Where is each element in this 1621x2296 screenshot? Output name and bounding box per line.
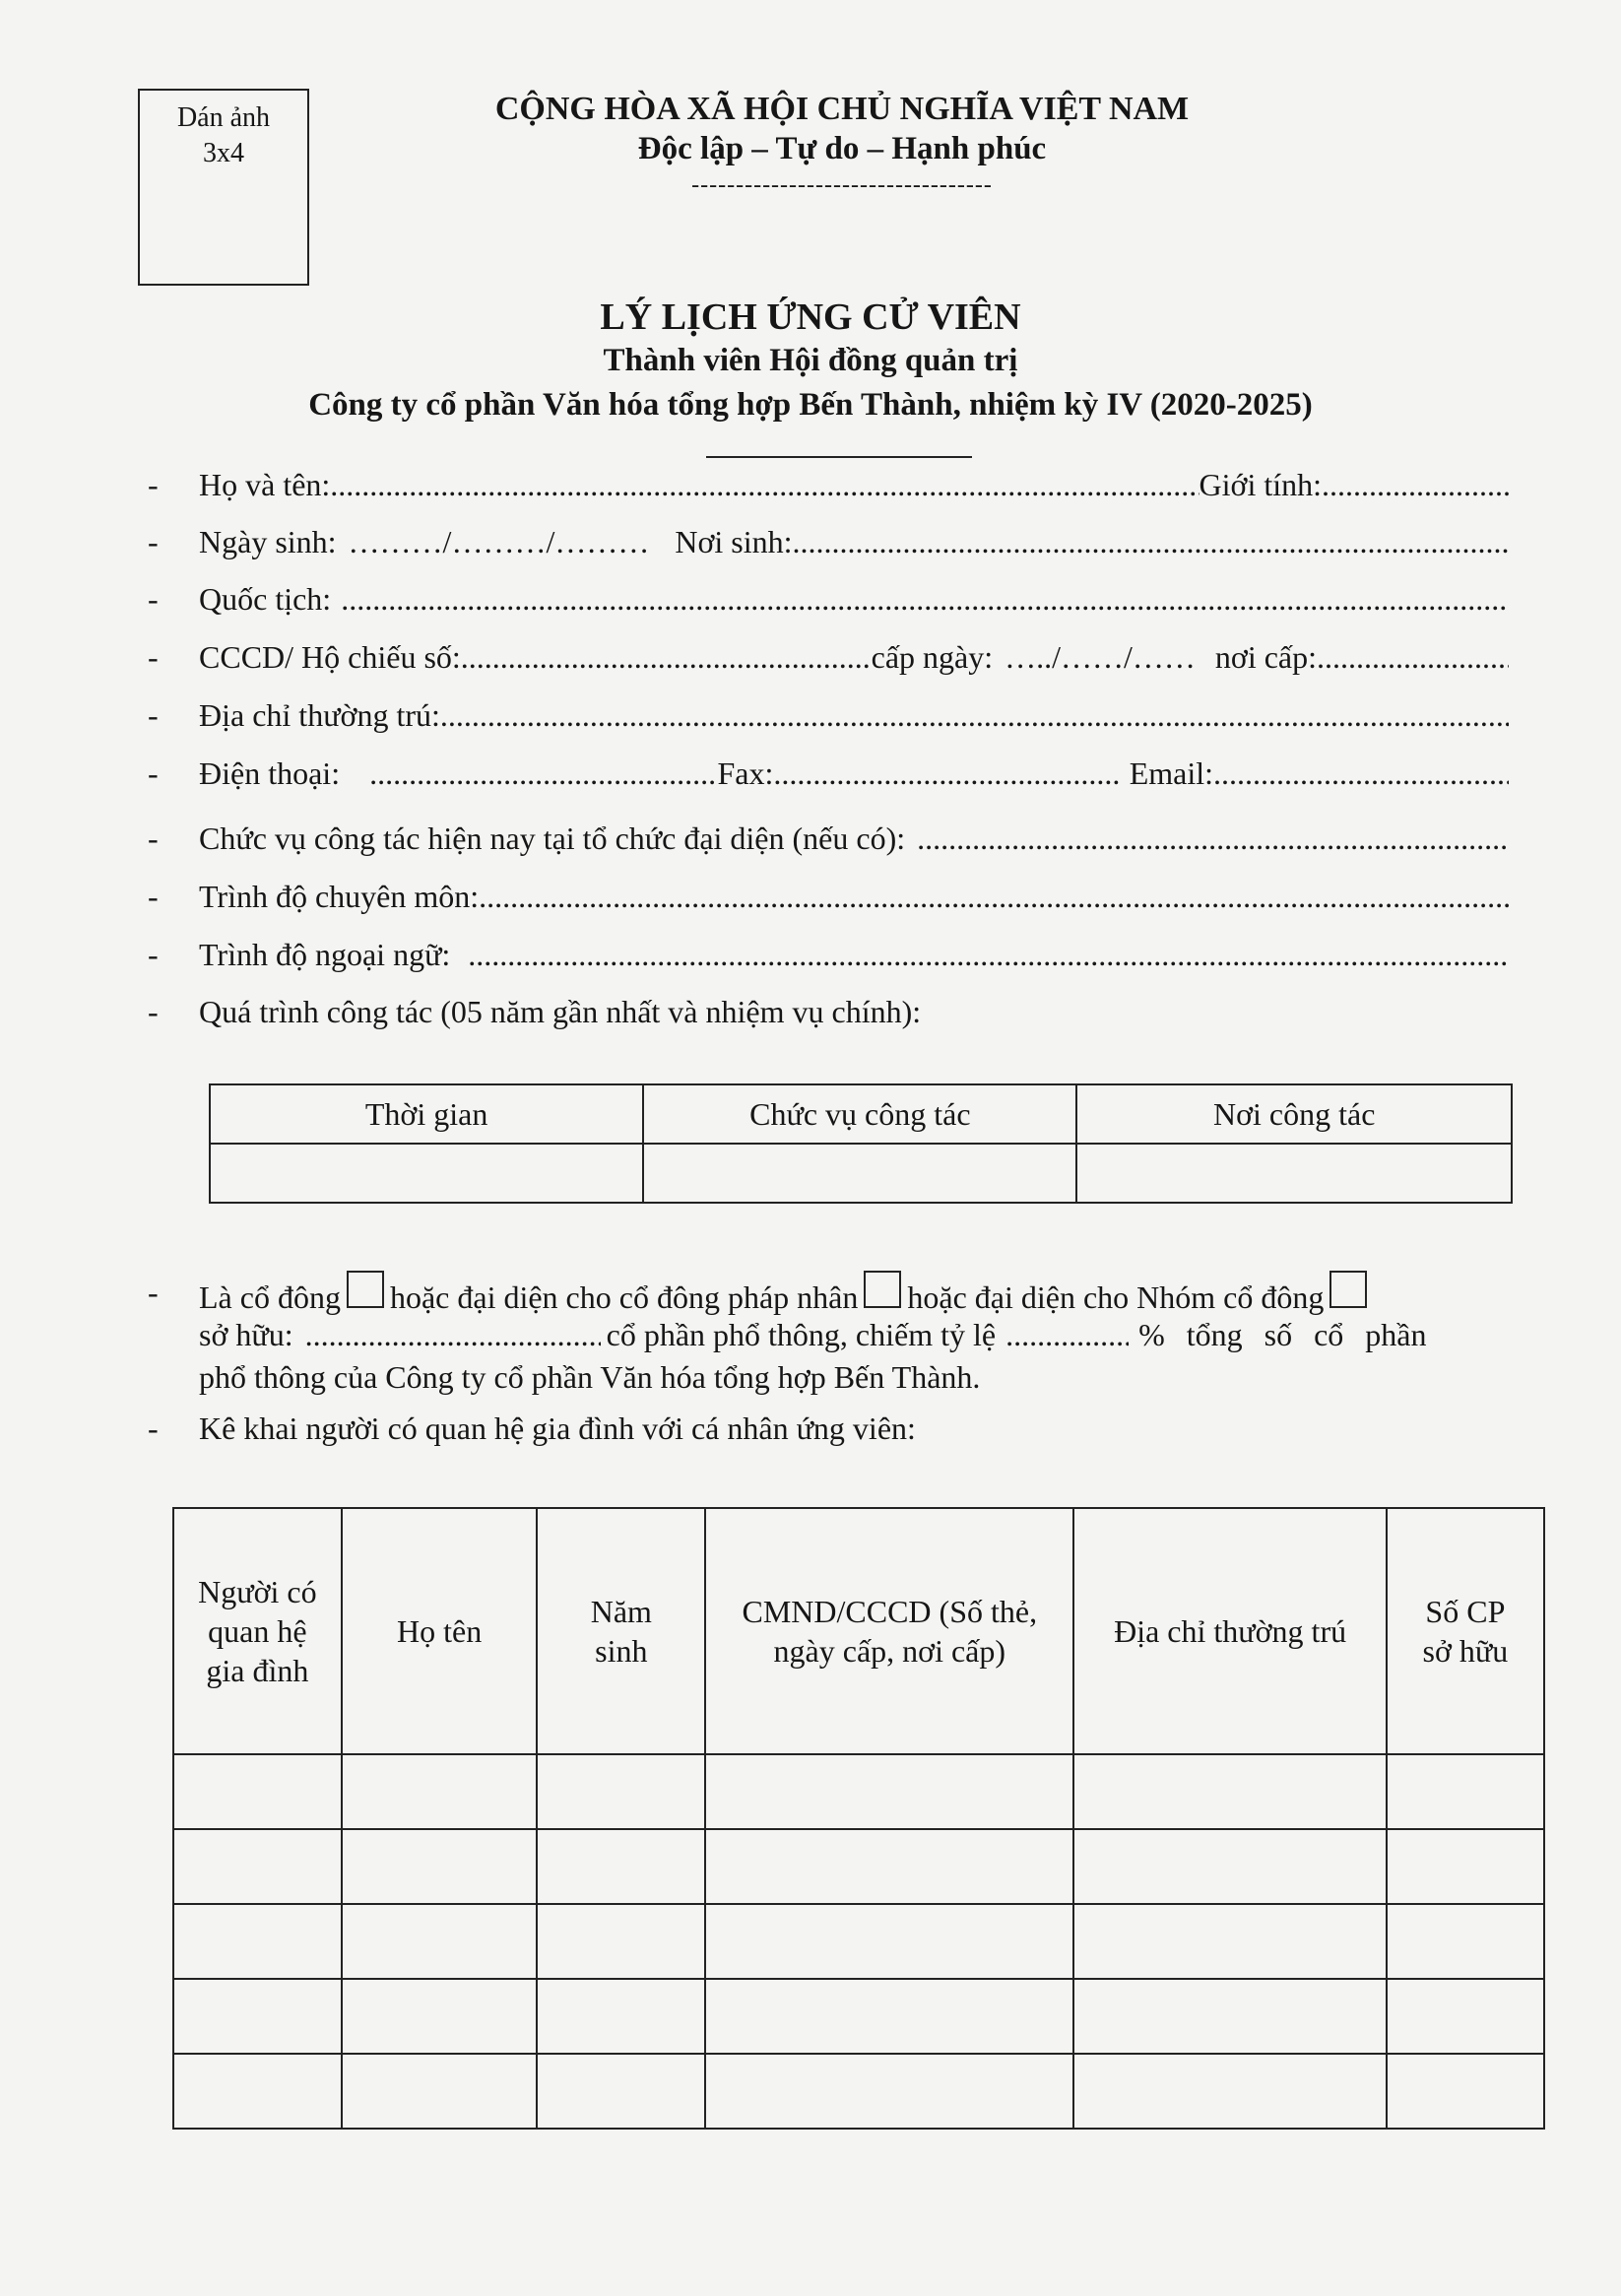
id-number-input-line[interactable] [461, 635, 872, 679]
family-cell[interactable] [1073, 1829, 1386, 1904]
gender-input-line[interactable] [1322, 463, 1509, 506]
family-table [172, 1507, 1545, 2130]
issued-date-label: cấp ngày: [871, 639, 994, 675]
field-language: - Trình độ ngoại ngữ: ..... [150, 933, 1509, 976]
family-cell[interactable] [173, 1979, 342, 2054]
gender-label: Giới tính: [1199, 467, 1322, 502]
email-input-line[interactable] [1213, 752, 1509, 795]
dob-label: Ngày sinh: [199, 524, 337, 559]
table-header-row [173, 1508, 1544, 1754]
family-cell[interactable] [537, 2054, 705, 2129]
family-cell[interactable] [537, 1979, 705, 2054]
photo-label-line2: 3x4 [203, 138, 244, 168]
total-shares-label: % tổng số cổ phần [1138, 1317, 1427, 1352]
family-cell[interactable] [1387, 2054, 1544, 2129]
shareholder-checkbox[interactable] [347, 1271, 384, 1308]
issued-place-label: nơi cấp: [1214, 639, 1317, 675]
legal-entity-checkbox[interactable] [864, 1271, 901, 1308]
family-cell[interactable] [342, 1904, 538, 1979]
family-cell[interactable] [705, 1904, 1073, 1979]
dob-input-slots[interactable]: ………/………/……… [348, 524, 650, 559]
document-title: LÝ LỊCH ỨNG CỬ VIÊN [600, 296, 1021, 338]
work-time-cell[interactable] [210, 1144, 643, 1203]
field-work-history: - Quá trình công tác (05 năm gần nhất và nhiệm vụ chính): [150, 990, 1509, 1033]
field-shareholder: - Là cổ đông hoặc đại diện cho cổ đông pháp nhân hoặc đại diện cho Nhóm cổ đông [150, 1271, 1509, 1314]
header-shares: Số CP sở hữu [1387, 1508, 1544, 1754]
qualification-label: Trình độ chuyên môn: [199, 879, 480, 914]
phone-label: Điện thoại: [199, 755, 341, 791]
table-row [210, 1144, 1512, 1203]
table-header-row [210, 1084, 1512, 1144]
header-workplace: Nơi công tác [1076, 1084, 1512, 1144]
birthplace-label: Nơi sinh: [675, 524, 793, 559]
nationality-label: Quốc tịch: [199, 581, 332, 617]
field-id: - CCCD/ Hộ chiếu số: ..... cấp ngày: …../……/…… nơi cấp: ..... [150, 635, 1509, 679]
fax-label: Fax: [717, 755, 774, 791]
table-row [173, 2054, 1544, 2129]
shareholder-label: Là cổ đông [199, 1279, 341, 1315]
family-cell[interactable] [537, 1904, 705, 1979]
family-cell[interactable] [1073, 2054, 1386, 2129]
full-name-label: Họ và tên: [199, 467, 331, 502]
family-cell[interactable] [705, 2054, 1073, 2129]
qualification-input-line[interactable] [479, 875, 1509, 918]
header-divider: ---------------------------------- [691, 172, 993, 198]
position-input-line[interactable] [917, 817, 1509, 860]
photo-label-line1: Dán ảnh [176, 102, 271, 133]
family-cell[interactable] [537, 1829, 705, 1904]
family-cell[interactable] [1073, 1904, 1386, 1979]
group-checkbox[interactable] [1329, 1271, 1367, 1308]
table-row [173, 1979, 1544, 2054]
header-birth-year: Năm sinh [537, 1508, 705, 1754]
family-intro-label: Kê khai người có quan hệ gia đình với cá nhân ứng viên: [199, 1410, 916, 1446]
photo-placeholder-box [138, 89, 309, 286]
address-label: Địa chỉ thường trú: [199, 697, 440, 733]
table-row [173, 1829, 1544, 1904]
family-cell[interactable] [1387, 1754, 1544, 1829]
document-subtitle-company: Công ty cổ phần Văn hóa tổng hợp Bến Thành, nhiệm kỳ IV (2020-2025) [308, 387, 1313, 423]
field-full-name: - Họ và tên: ..... Giới tính: ..... [150, 463, 1509, 506]
issued-date-input-slots[interactable]: …../……/…… [1005, 639, 1196, 675]
family-cell[interactable] [705, 1979, 1073, 2054]
field-position: - Chức vụ công tác hiện nay tại tổ chức đại diện (nếu có): ..... [150, 817, 1509, 860]
family-cell[interactable] [1073, 1979, 1386, 2054]
language-input-line[interactable] [468, 933, 1509, 976]
header-position: Chức vụ công tác [643, 1084, 1076, 1144]
field-nationality: - Quốc tịch: ..... [150, 577, 1509, 621]
id-number-label: CCCD/ Hộ chiếu số: [199, 639, 461, 675]
family-cell[interactable] [173, 1829, 342, 1904]
header-id-card: CMND/CCCD (Số thẻ, ngày cấp, nơi cấp) [705, 1508, 1073, 1754]
family-cell[interactable] [173, 1754, 342, 1829]
family-cell[interactable] [342, 1829, 538, 1904]
field-shareholding [150, 1313, 1509, 1356]
family-cell[interactable] [173, 2054, 342, 2129]
title-underline [706, 456, 972, 458]
work-history-table [209, 1083, 1513, 1204]
address-input-line[interactable] [440, 693, 1509, 737]
header-relation: Người có quan hệ gia đình [173, 1508, 342, 1754]
nationality-input-line[interactable] [341, 577, 1509, 621]
family-cell[interactable] [705, 1829, 1073, 1904]
table-row [173, 1754, 1544, 1829]
work-place-cell[interactable] [1076, 1144, 1512, 1203]
ratio-input-line[interactable] [1005, 1313, 1129, 1356]
work-history-label: Quá trình công tác (05 năm gần nhất và nhiệm vụ chính): [199, 994, 922, 1029]
document-subtitle: Thành viên Hội đồng quản trị [603, 343, 1018, 378]
family-cell[interactable] [342, 1754, 538, 1829]
family-cell[interactable] [1387, 1979, 1544, 2054]
work-position-cell[interactable] [643, 1144, 1076, 1203]
fax-input-line[interactable] [773, 752, 1121, 795]
family-cell[interactable] [537, 1754, 705, 1829]
legal-entity-label: hoặc đại diện cho cổ đông pháp nhân [389, 1279, 859, 1315]
position-label: Chức vụ công tác hiện nay tại tổ chức đại diện (nếu có): [199, 820, 906, 856]
field-address: - Địa chỉ thường trú: ..... [150, 693, 1509, 737]
group-label: hoặc đại diện cho Nhóm cổ đông [907, 1279, 1325, 1315]
family-cell[interactable] [342, 2054, 538, 2129]
family-cell[interactable] [1387, 1904, 1544, 1979]
national-title: CỘNG HÒA XÃ HỘI CHỦ NGHĨA VIỆT NAM [494, 91, 1190, 127]
email-label: Email: [1129, 755, 1213, 791]
birthplace-input-line[interactable] [792, 520, 1509, 563]
field-dob: - Ngày sinh: ………/………/……… Nơi sinh: ..... [150, 520, 1509, 563]
language-label: Trình độ ngoại ngữ: [199, 937, 451, 972]
family-cell[interactable] [705, 1754, 1073, 1829]
owned-shares-input-line[interactable] [305, 1313, 601, 1356]
family-cell[interactable] [173, 1904, 342, 1979]
company-shares-label: phổ thông của Công ty cổ phần Văn hóa tổng hợp Bến Thành. [199, 1359, 981, 1395]
owned-label: sở hữu: [199, 1317, 293, 1352]
table-row [173, 1904, 1544, 1979]
header-fullname: Họ tên [342, 1508, 538, 1754]
field-shareholding-company [150, 1355, 1509, 1399]
field-family: - Kê khai người có quan hệ gia đình với cá nhân ứng viên: [150, 1407, 1509, 1450]
issued-place-input-line[interactable] [1317, 635, 1509, 679]
family-cell[interactable] [342, 1979, 538, 2054]
common-shares-label: cổ phần phổ thông, chiếm tỷ lệ [606, 1317, 997, 1352]
family-cell[interactable] [1387, 1829, 1544, 1904]
full-name-input-line[interactable] [330, 463, 1199, 506]
phone-input-line[interactable] [369, 752, 717, 795]
national-motto: Độc lập – Tự do – Hạnh phúc [637, 131, 1047, 166]
field-contact: - Điện thoại: ..... Fax: ..... Email: ..... [150, 752, 1509, 795]
header-time: Thời gian [210, 1084, 643, 1144]
family-cell[interactable] [1073, 1754, 1386, 1829]
header-address: Địa chỉ thường trú [1073, 1508, 1386, 1754]
field-qualification: - Trình độ chuyên môn: ..... [150, 875, 1509, 918]
